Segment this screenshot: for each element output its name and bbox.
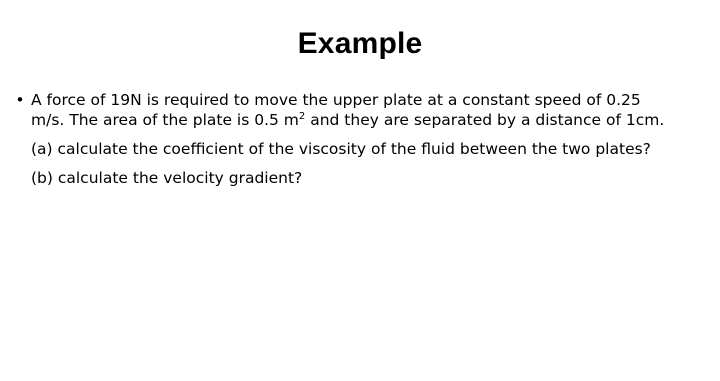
slide-body <box>14 90 714 188</box>
question-a: (a) calculate the coefficient of the viscosity of the fluid between the two plates? <box>31 140 651 158</box>
problem-line-2-text: m/s. The area of the plate is 0.5 m <box>31 111 299 129</box>
problem-line-1: A force of 19N is required to move the upper plate at a constant speed of 0.25 <box>31 91 641 109</box>
slide-title: Example <box>297 27 423 60</box>
problem-statement <box>14 90 714 130</box>
problem-line-2 <box>31 110 714 130</box>
problem-line-2-rest: and they are separated by a distance of 1cm. <box>305 111 665 129</box>
bullet-icon: • <box>15 91 25 109</box>
squared-superscript: 2 <box>298 111 306 122</box>
question-b: (b) calculate the velocity gradient? <box>31 169 303 187</box>
